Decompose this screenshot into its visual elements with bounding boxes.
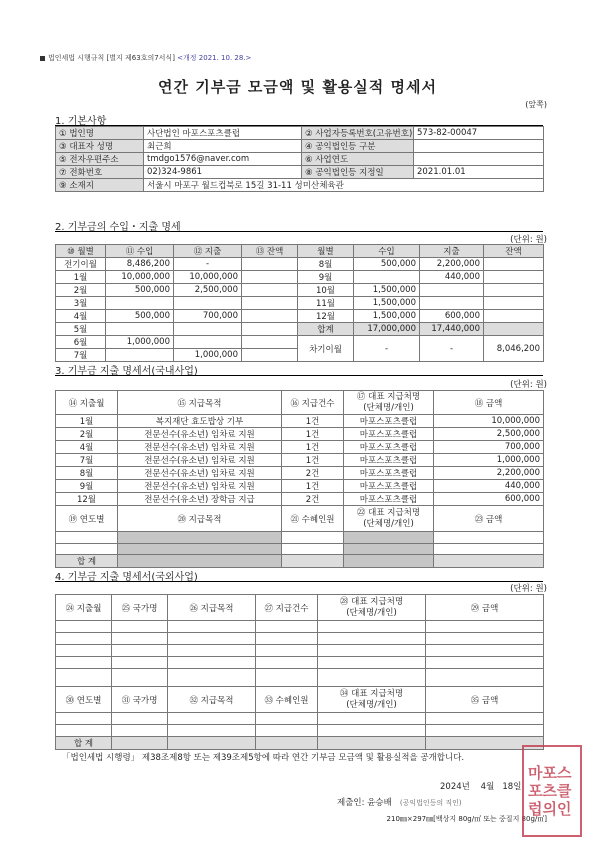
domestic-total-row (56, 555, 544, 568)
basic-info-row (56, 140, 544, 153)
income (354, 271, 420, 284)
month: 8월 (298, 258, 354, 271)
header-count: ⑯ 지급건수 (282, 391, 344, 415)
month: 9월 (56, 480, 118, 493)
submitter: 제출인: 윤승배 (공익법인등의 직인) (337, 798, 462, 808)
domestic-expense-table (55, 390, 544, 568)
domestic-row (56, 493, 544, 506)
month: 3월 (56, 297, 106, 310)
expense: 2,500,000 (174, 284, 242, 297)
month: 전기이월 (56, 258, 106, 271)
month: 9월 (298, 271, 354, 284)
month: 11월 (298, 297, 354, 310)
header-recipient-5: ㉞ 대표 지급처명 (단체명/개인) (318, 687, 426, 713)
balance (484, 271, 544, 284)
column-header: ⑫ 지출 (174, 245, 242, 258)
amount: 440,000 (434, 480, 544, 493)
income-expense-table (55, 244, 544, 362)
domestic-row (56, 415, 544, 428)
header-amount-4: ㉙ 금액 (426, 595, 544, 621)
field-label: ③ 대표자 성명 (56, 140, 144, 153)
balance (484, 284, 544, 297)
month: 4월 (56, 310, 106, 323)
header-year-4: ㉚ 연도별 (56, 687, 112, 713)
column-header: ⑪ 수입 (106, 245, 174, 258)
monthly-row (56, 297, 544, 310)
amount: 1,000,000 (434, 454, 544, 467)
header-beneficiaries-4: ㉝ 수혜인원 (256, 687, 318, 713)
income (106, 349, 174, 362)
total-label: 합 계 (56, 555, 118, 568)
recipient: 마포스포츠클럽 (344, 441, 434, 454)
income: 500,000 (106, 310, 174, 323)
carry-forward-label: 차기이월 (298, 336, 354, 362)
purpose: 전문선수(유소년) 임차료 지원 (118, 467, 282, 480)
month: 1월 (56, 271, 106, 284)
balance (242, 271, 298, 284)
disclosure-statement: 「법인세법 시행령」 제38조제8항 또는 제39조제5항에 따라 연간 기부금 모금액 및 활용실적을 공개합니다. (62, 753, 465, 763)
header-month-4: ㉔ 지출월 (56, 595, 112, 621)
month: 5월 (56, 323, 106, 336)
official-seal: 마포스포츠클럽의인 (522, 745, 582, 837)
legal-reference: 법인세법 시행규칙 [별지 제63호의7서식] <개정 2021. 10. 28.> (40, 53, 251, 63)
recipient: 마포스포츠클럽 (344, 480, 434, 493)
address-label: ⑨ 소재지 (56, 179, 144, 192)
purpose: 전문선수(유소년) 임차료 지원 (118, 428, 282, 441)
total-label-4: 합 계 (56, 737, 112, 750)
column-header: ⑩ 월별 (56, 245, 106, 258)
domestic-sub-header-row (56, 506, 544, 532)
field-value (414, 140, 544, 153)
section4-rule (55, 581, 543, 582)
month: 12월 (56, 493, 118, 506)
monthly-row (56, 336, 544, 349)
income: 17,000,000 (354, 323, 420, 336)
section4-unit: (단위: 원) (510, 584, 547, 594)
field-label: ⑥ 사업연도 (302, 153, 414, 166)
month: 6월 (56, 336, 106, 349)
monthly-row (56, 323, 544, 336)
count: 1건 (282, 441, 344, 454)
recipient: 마포스포츠클럽 (344, 454, 434, 467)
header-purpose-2: ⑳ 지급목적 (118, 506, 282, 532)
monthly-row (56, 284, 544, 297)
domestic-row (56, 480, 544, 493)
balance (484, 258, 544, 271)
field-label: ① 법인명 (56, 127, 144, 140)
domestic-row (56, 467, 544, 480)
column-header: 잔액 (484, 245, 544, 258)
header-beneficiaries: ㉑ 수혜인원 (282, 506, 344, 532)
balance (242, 258, 298, 271)
section4-heading: 4. 기부금 지출 명세서(국외사업) (55, 572, 198, 583)
field-value: 사단법인 마포스포츠클럽 (144, 127, 302, 140)
income: 1,000,000 (106, 336, 174, 349)
month: 2월 (56, 284, 106, 297)
income: 500,000 (106, 284, 174, 297)
balance (242, 284, 298, 297)
header-amount: ⑱ 금액 (434, 391, 544, 415)
paper-spec: 210㎜×297㎜[백상지 80g/㎡ 또는 중질지 80g/㎡] (386, 815, 547, 823)
amount: 2,200,000 (434, 467, 544, 480)
field-value: 최근희 (144, 140, 302, 153)
header-count-4: ㉗ 지급건수 (256, 595, 318, 621)
basic-info-row (56, 166, 544, 179)
address-row (56, 179, 544, 192)
recipient: 마포스포츠클럽 (344, 467, 434, 480)
balance (484, 310, 544, 323)
field-value: 2021.01.01 (414, 166, 544, 179)
field-label: ⑧ 공익법인등 지정일 (302, 166, 414, 179)
header-recipient-2: ㉒ 대표 지급처명 (단체명/개인) (344, 506, 434, 532)
income: 8,486,200 (106, 258, 174, 271)
purpose: 전문선수(유소년) 임차료 지원 (118, 480, 282, 493)
count: 1건 (282, 428, 344, 441)
count: 2건 (282, 493, 344, 506)
header-recipient: ⑰ 대표 지급처명 (단체명/개인) (344, 391, 434, 415)
balance (484, 297, 544, 310)
recipient: 마포스포츠클럽 (344, 428, 434, 441)
recipient: 마포스포츠클럽 (344, 493, 434, 506)
income: 1,500,000 (354, 310, 420, 323)
field-label: ② 사업자등록번호(고유번호) (302, 127, 414, 140)
expense (174, 323, 242, 336)
month: 합계 (298, 323, 354, 336)
month: 7월 (56, 349, 106, 362)
count: 1건 (282, 480, 344, 493)
page-side-note: (앞쪽) (525, 100, 547, 109)
address-value: 서울시 마포구 월드컵북로 15길 31-11 성미산체육관 (144, 179, 544, 192)
month: 10월 (298, 284, 354, 297)
month: 1월 (56, 415, 118, 428)
overseas-expense-table (55, 594, 544, 750)
submit-date: 2024년 4월 18일 (440, 782, 522, 792)
income (106, 323, 174, 336)
income: 10,000,000 (106, 271, 174, 284)
balance (242, 349, 298, 362)
expense (174, 336, 242, 349)
header-year: ⑲ 연도별 (56, 506, 118, 532)
monthly-row (56, 310, 544, 323)
count: 1건 (282, 415, 344, 428)
income: 1,500,000 (354, 297, 420, 310)
form-title: 연간 기부금 모금액 및 활용실적 명세서 (158, 78, 437, 96)
count: 1건 (282, 454, 344, 467)
expense: 700,000 (174, 310, 242, 323)
expense: 600,000 (420, 310, 484, 323)
count: 2건 (282, 467, 344, 480)
header-month: ⑭ 지출월 (56, 391, 118, 415)
field-label: ⑤ 전자우편주소 (56, 153, 144, 166)
domestic-row (56, 428, 544, 441)
basic-info-row (56, 127, 544, 140)
section2-rule (55, 231, 543, 232)
balance (484, 323, 544, 336)
income: 500,000 (354, 258, 420, 271)
column-header: 수입 (354, 245, 420, 258)
purpose: 복지재단 효도밥상 기부 (118, 415, 282, 428)
header-recipient-4: ㉘ 대표 지급처명 (단체명/개인) (318, 595, 426, 621)
expense: 440,000 (420, 271, 484, 284)
field-value: 573-82-00047 (414, 127, 544, 140)
field-value: 02)324-9861 (144, 166, 302, 179)
amount: 10,000,000 (434, 415, 544, 428)
overseas-header-row (56, 595, 544, 621)
amount: 2,500,000 (434, 428, 544, 441)
header-purpose-5: ㉜ 지급목적 (168, 687, 256, 713)
carry-income: - (354, 336, 420, 362)
expense (420, 284, 484, 297)
basic-info-table (55, 126, 544, 192)
section3-heading: 3. 기부금 지출 명세서(국내사업) (55, 366, 198, 377)
domestic-header-row (56, 391, 544, 415)
balance (242, 323, 298, 336)
purpose: 전문선수(유소년) 임차료 지원 (118, 441, 282, 454)
month: 12월 (298, 310, 354, 323)
header-amount-2: ㉓ 금액 (434, 506, 544, 532)
carry-expense: - (420, 336, 484, 362)
purpose: 전문선수(유소년) 임차료 지원 (118, 454, 282, 467)
field-label: ⑦ 전화번호 (56, 166, 144, 179)
column-header: 지출 (420, 245, 484, 258)
balance (242, 297, 298, 310)
section2-heading: 2. 기부금의 수입・지출 명세 (55, 222, 181, 233)
expense: - (174, 258, 242, 271)
expense (420, 297, 484, 310)
section3-rule (55, 375, 543, 376)
header-amount-5: ㉟ 금액 (426, 687, 544, 713)
recipient: 마포스포츠클럽 (344, 415, 434, 428)
income (106, 297, 174, 310)
header-purpose-4: ㉖ 지급목적 (168, 595, 256, 621)
domestic-row (56, 441, 544, 454)
income: 1,500,000 (354, 284, 420, 297)
monthly-row (56, 258, 544, 271)
overseas-total-row (56, 737, 544, 750)
balance (242, 310, 298, 323)
header-purpose: ⑮ 지급목적 (118, 391, 282, 415)
column-header: 월별 (298, 245, 354, 258)
section1-heading: 1. 기본사항 (55, 116, 107, 127)
overseas-sub-header-row (56, 687, 544, 713)
field-value: tmdgo1576@naver.com (144, 153, 302, 166)
basic-info-row (56, 153, 544, 166)
expense: 10,000,000 (174, 271, 242, 284)
month: 7월 (56, 454, 118, 467)
amount: 600,000 (434, 493, 544, 506)
field-label: ④ 공익법인등 구분 (302, 140, 414, 153)
expense: 1,000,000 (174, 349, 242, 362)
domestic-row (56, 454, 544, 467)
section3-unit: (단위: 원) (510, 380, 547, 390)
field-value (414, 153, 544, 166)
month: 8월 (56, 467, 118, 480)
carry-balance: 8,046,200 (484, 336, 544, 362)
section2-unit: (단위: 원) (510, 235, 547, 245)
header-country-2: ㉛ 국가명 (112, 687, 168, 713)
header-country: ㉕ 국가명 (112, 595, 168, 621)
column-header: ⑬ 잔액 (242, 245, 298, 258)
balance (242, 336, 298, 349)
expense: 2,200,000 (420, 258, 484, 271)
purpose: 전문선수(유소년) 장학금 지급 (118, 493, 282, 506)
month: 4월 (56, 441, 118, 454)
expense: 17,440,000 (420, 323, 484, 336)
amount: 700,000 (434, 441, 544, 454)
month: 2월 (56, 428, 118, 441)
monthly-row (56, 271, 544, 284)
expense (174, 297, 242, 310)
